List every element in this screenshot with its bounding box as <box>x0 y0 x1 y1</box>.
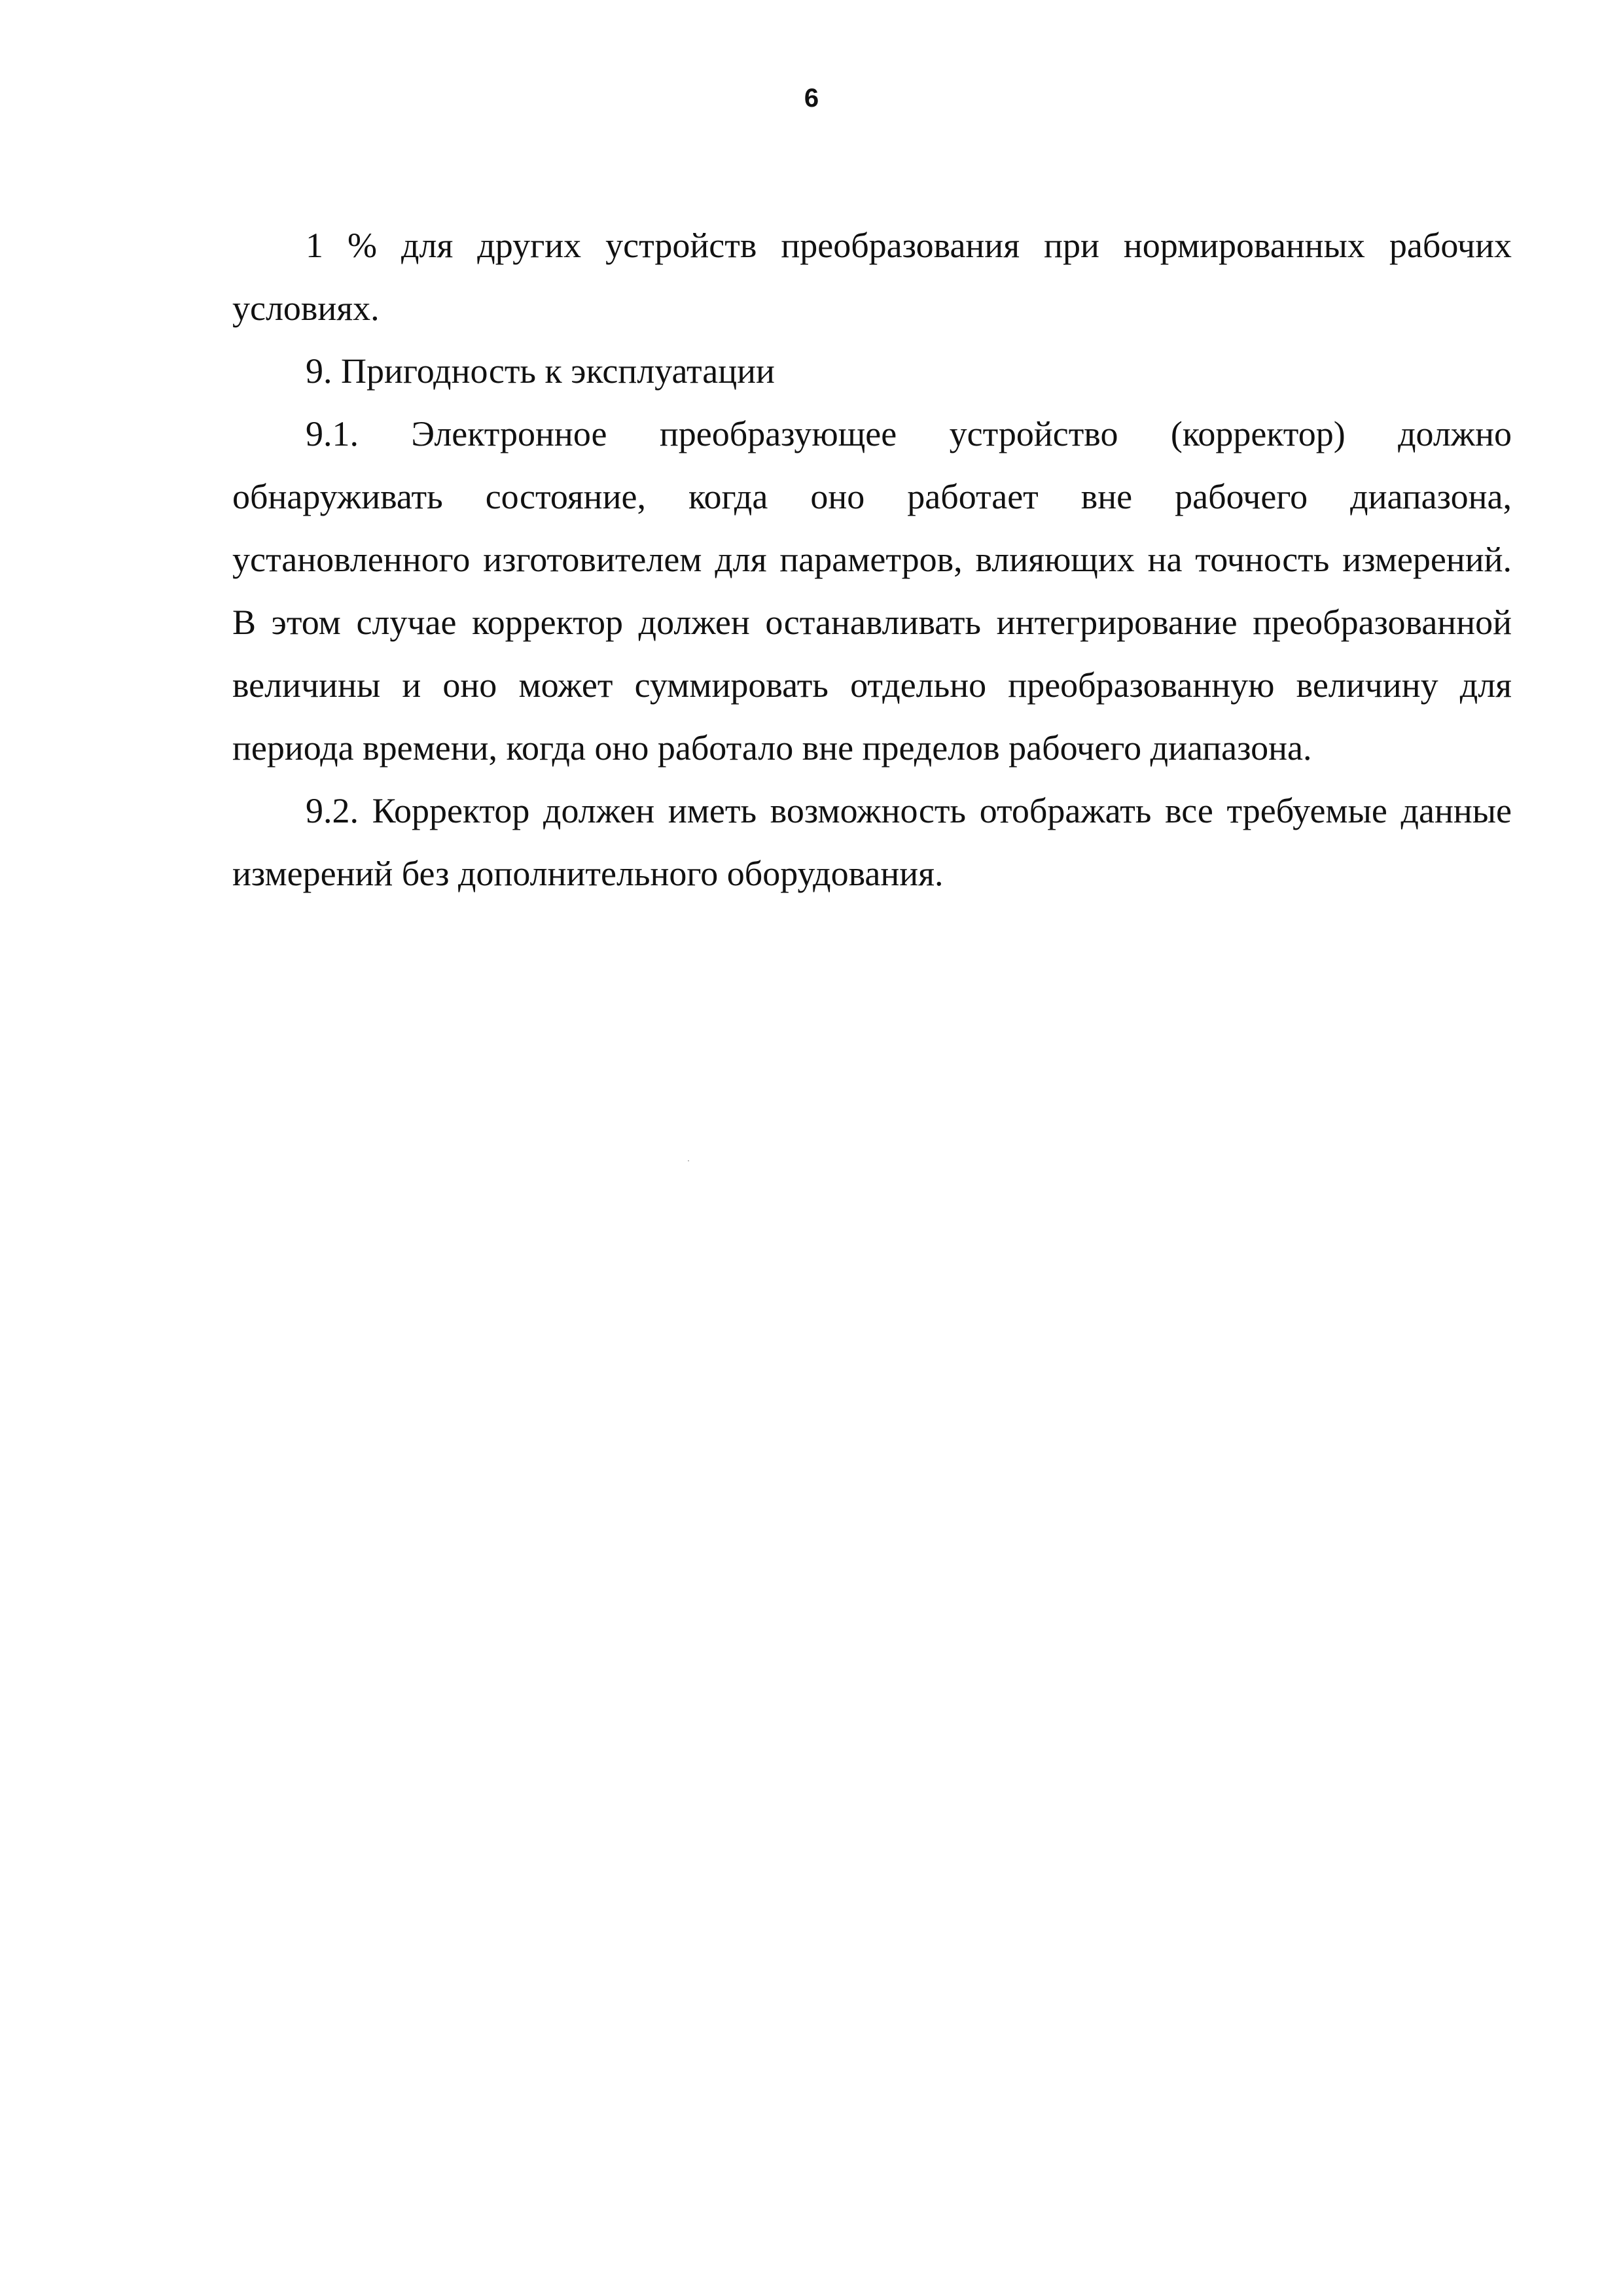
scan-speck <box>688 1160 689 1161</box>
page-number: 6 <box>804 84 819 113</box>
paragraph-continuation: 1 % для других устройств преобразования при нормированных рабочих условиях. <box>232 226 1512 328</box>
clause-9-2: 9.2. Корректор должен иметь возможность отображать все требуемые данные измерений без дополнительного оборудования. <box>232 791 1512 893</box>
section-heading-9: 9. Пригодность к эксплуатации <box>306 351 775 391</box>
clause-9-1: 9.1. Электронное преобразующее устройство (корректор) должно обнаруживать состояние, когда оно работает вне рабочего диапазона, установленного изготовителем для параметров, влияющих на точность измерений. В этом случае корректор должен останавливать интегрирование преобразованной величины и оно может суммировать отдельно преобразованную величину для периода времени, когда оно работало вне пределов рабочего диапазона. <box>232 414 1512 768</box>
document-body <box>232 214 1512 905</box>
